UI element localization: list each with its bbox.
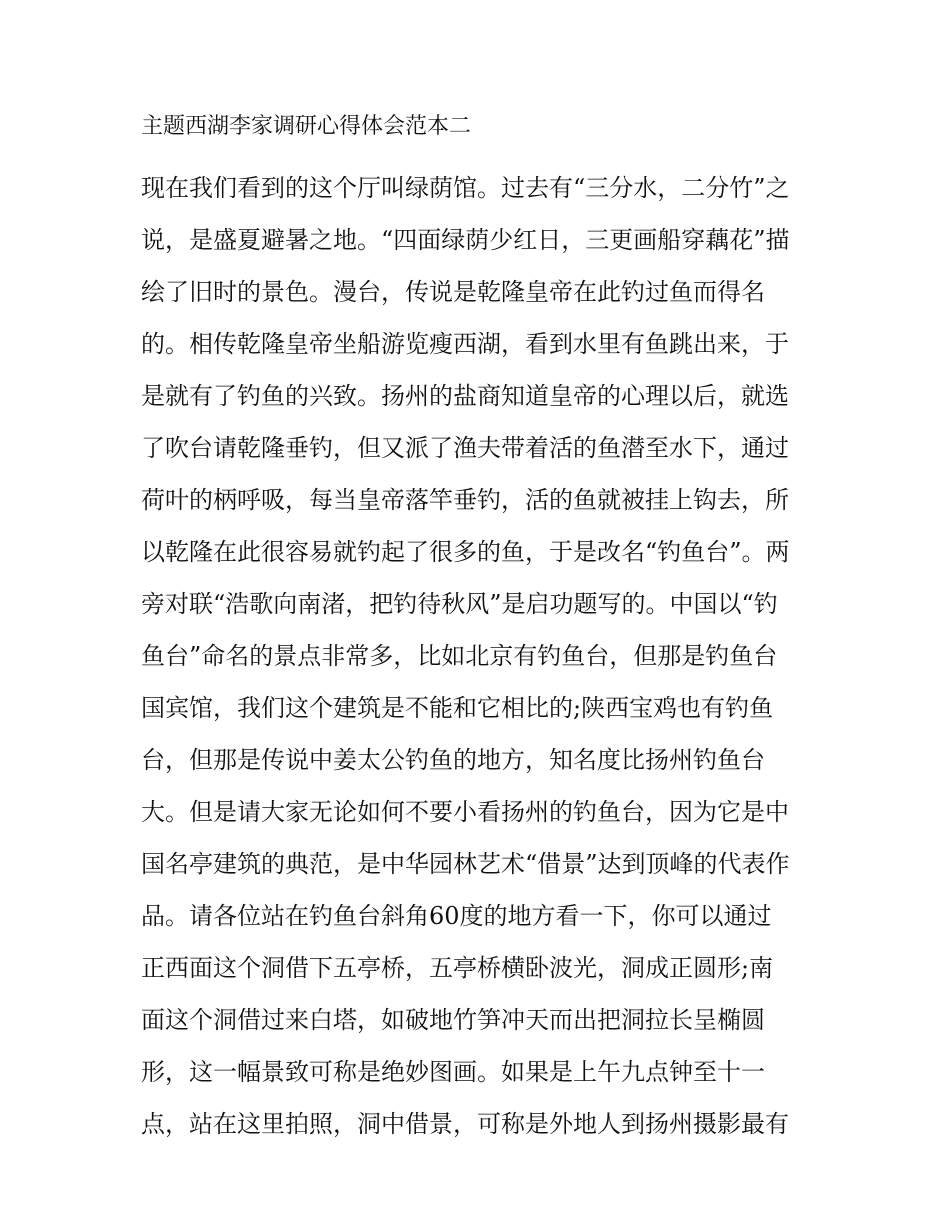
paragraph-line: 形，这一幅景致可称是绝妙图画。如果是上午九点钟至十一 (141, 1058, 765, 1086)
paragraph-line: 大。但是请大家无论如何不要小看扬州的钓鱼台，因为它是中 (141, 798, 789, 826)
paragraph-line: 绘了旧时的景色。漫台，传说是乾隆皇帝在此钓过鱼而得名 (141, 278, 765, 306)
paragraph-line: 点，站在这里拍照，洞中借景，可称是外地人到扬州摄影最有 (141, 1110, 789, 1138)
paragraph-line: 鱼台”命名的景点非常多，比如北京有钓鱼台，但那是钓鱼台 (141, 642, 778, 670)
paragraph-line: 了吹台请乾隆垂钓，但又派了渔夫带着活的鱼潜至水下，通过 (141, 434, 789, 462)
paragraph-line: 台，但那是传说中姜太公钓鱼的地方，知名度比扬州钓鱼台 (141, 746, 765, 774)
document-body (141, 162, 821, 1150)
paragraph-line: 的。相传乾隆皇帝坐船游览瘦西湖，看到水里有鱼跳出来，于 (141, 330, 789, 358)
paragraph-line: 旁对联“浩歌向南渚，把钓待秋风”是启功题写的。中国以“钓 (141, 590, 778, 618)
paragraph-line: 国宾馆，我们这个建筑是不能和它相比的;陕西宝鸡也有钓鱼 (141, 694, 774, 722)
paragraph-line: 国名亭建筑的典范，是中华园林艺术“借景”达到顶峰的代表作 (141, 850, 790, 878)
paragraph-line: 荷叶的柄呼吸，每当皇帝落竿垂钓，活的鱼就被挂上钩去，所 (141, 486, 789, 514)
paragraph-line: 品。请各位站在钓鱼台斜角60度的地方看一下，你可以通过 (141, 902, 772, 930)
paragraph-line: 以乾隆在此很容易就钓起了很多的鱼，于是改名“钓鱼台”。两 (141, 538, 790, 566)
paragraph-line: 正西面这个洞借下五亭桥，五亭桥横卧波光，洞成正圆形;南 (141, 954, 774, 982)
document-title: 主题西湖李家调研心得体会范本二 (141, 114, 472, 139)
paragraph-line: 现在我们看到的这个厅叫绿荫馆。过去有“三分水，二分竹”之 (141, 174, 790, 202)
paragraph-line: 是就有了钓鱼的兴致。扬州的盐商知道皇帝的心理以后，就选 (141, 382, 789, 410)
paragraph-line: 说，是盛夏避暑之地。“四面绿荫少红日，三更画船穿藕花”描 (141, 226, 790, 254)
paragraph-line: 面这个洞借过来白塔，如破地竹笋冲天而出把洞拉长呈椭圆 (141, 1006, 765, 1034)
